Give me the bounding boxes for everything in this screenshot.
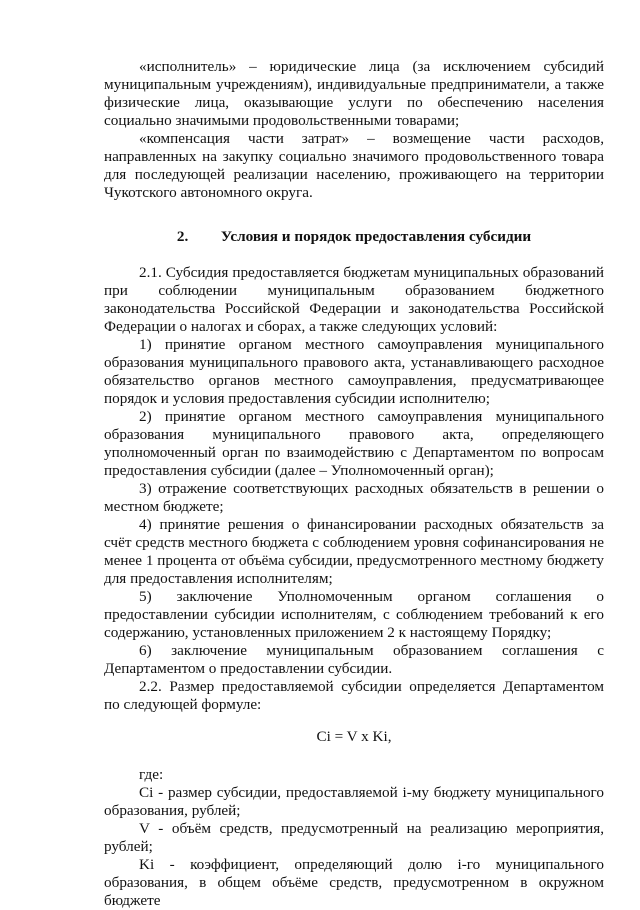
- condition-4: 4) принятие решения о финансировании расходных обязательств за счёт средств местного бюджета с соблюдением уровня софинансирования не менее 1 процента от объёма субсидии, предусмотренного местному бюджету для предоставления исполнителям;: [104, 516, 604, 587]
- paragraph-executor-definition: «исполнитель» – юридические лица (за исключением субсидий муниципальным учреждениям), индивидуальные предприниматели, а также физические лица, оказывающие услуги по обеспечению населения социально значимыми продовольственными товарами;: [104, 58, 604, 129]
- condition-1: 1) принятие органом местного самоуправления муниципального образования муниципального правового акта, устанавливающего расходное обязательство органов местного самоуправления, предусматривающее порядок и условия предоставления субсидии исполнителю;: [104, 336, 604, 407]
- section-title: Условия и порядок предоставления субсидии: [220, 228, 532, 245]
- paragraph-2-1: 2.1. Субсидия предоставляется бюджетам муниципальных образований при соблюдении муниципальным образованием бюджетного законодательства Российской Федерации и законодательства Российской Федерации о налогах и сборах, а также следующих условий:: [104, 264, 604, 335]
- section-number: 2.: [176, 228, 189, 245]
- paragraph-2-2: 2.2. Размер предоставляемой субсидии определяется Департаментом по следующей формуле:: [104, 678, 604, 713]
- formula-var-v: V - объём средств, предусмотренный на реализацию мероприятия, рублей;: [104, 820, 604, 855]
- formula-where-label: где:: [139, 766, 164, 783]
- document-page: [104, 58, 604, 910]
- formula-var-ci: Ci - размер субсидии, предоставляемой i-му бюджету муниципального образования, рублей;: [104, 784, 604, 819]
- condition-6: 6) заключение муниципальным образованием соглашения с Департаментом о предоставлении субсидии.: [104, 642, 604, 677]
- section-heading: [104, 228, 604, 246]
- subsidy-formula: Ci = V x Ki,: [316, 728, 392, 745]
- paragraph-compensation-definition: «компенсация части затрат» – возмещение части расходов, направленных на закупку социально значимого продовольственного товара для последующей реализации населению, проживающего на территории Чукотского автономного округа.: [104, 130, 604, 201]
- condition-3: 3) отражение соответствующих расходных обязательств в решении о местном бюджете;: [104, 480, 604, 515]
- formula-var-ki: Ki - коэффициент, определяющий долю i-го муниципального образования, в общем объёме средств, предусмотренном в окружном бюджете: [104, 856, 604, 909]
- condition-2: 2) принятие органом местного самоуправления муниципального образования муниципального правового акта, определяющего уполномоченный орган по взаимодействию с Департаментом по вопросам предоставления субсидии (далее – Уполномоченный орган);: [104, 408, 604, 479]
- condition-5: 5) заключение Уполномоченным органом соглашения о предоставлении субсидии исполнителям, с соблюдением требований к его содержанию, установленных приложением 2 к настоящему Порядку;: [104, 588, 604, 641]
